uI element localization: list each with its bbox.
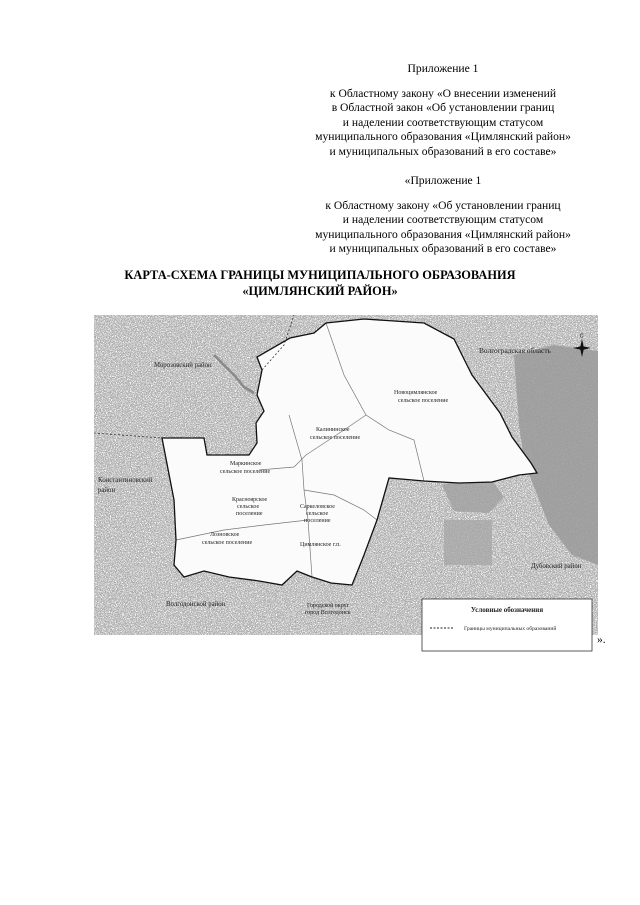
appendix-1-line: в Областной закон «Об установлении границ	[331, 101, 555, 114]
legend-title: Условные обозначения	[470, 606, 544, 614]
map-label-markinskoe: Маркинское	[230, 461, 262, 467]
appendix-1-line: и наделении соответствующим статусом	[342, 115, 544, 129]
map-label-tsimlyanskoe: Цимлянское г.п.	[300, 542, 341, 548]
map-label-loznovskoe: сельское поселение	[202, 540, 253, 546]
map-label-sarkelovskoe: сельское	[306, 511, 329, 517]
map-legend	[422, 599, 592, 651]
map-label-sarkelovskoe: поселение	[304, 518, 331, 524]
map-label-krasnoyarskoe: поселение	[236, 511, 263, 517]
document-title	[40, 268, 600, 299]
appendix-2-line: муниципального образования «Цимлянский район»	[315, 227, 571, 241]
appendix-1-heading: Приложение 1	[407, 62, 479, 75]
map-label-markinskoe: сельское поселение	[220, 469, 271, 475]
map-label-novotsimlyanskoe: сельское поселение	[398, 398, 449, 404]
map-label-novotsimlyanskoe: Новоцимлянское	[394, 390, 438, 396]
map-label-volgodonsky: Волгодонской район	[166, 601, 226, 608]
appendix-1-block	[270, 62, 616, 159]
appendix-2-block	[270, 174, 616, 257]
map-label-loznovskoe: Лозновское	[210, 532, 240, 538]
closing-quote: ».	[597, 634, 606, 646]
map-label-konstantinovsky: район	[98, 487, 116, 494]
appendix-1-line: к Областному закону «О внесении изменений	[329, 86, 557, 100]
appendix-1-line: муниципального образования «Цимлянский район»	[315, 130, 571, 143]
map-label-krasnoyarskoe: сельское	[237, 504, 260, 510]
map-label-morozovsky: Морозовский район	[154, 362, 212, 369]
map-label-kalininskoe: Калининское	[316, 427, 350, 433]
reservoir-shape	[444, 520, 492, 565]
map-label-volgograd: Волгоградская область	[479, 346, 551, 355]
map-label-kalininskoe: сельское поселение	[310, 435, 361, 441]
district-map	[94, 315, 598, 655]
map-label-konstantinovsky: Константиновский	[98, 477, 153, 484]
map-label-krasnoyarskoe: Красноярское	[232, 497, 268, 503]
map-label-sarkelovskoe: Саркеловское	[300, 504, 335, 510]
map-label-dubovsky: Дубовский район	[531, 563, 582, 570]
svg-text:С: С	[579, 333, 584, 340]
map-label-volgodonsk: Городской округ	[307, 603, 350, 609]
appendix-2-line: и муниципальных образований в его составе»	[329, 242, 557, 255]
legend-line-label: Границы муниципальных образований	[464, 626, 557, 632]
appendix-1-line: и муниципальных образований в его составе»	[329, 144, 557, 158]
appendix-2-line: к Областному закону «Об установлении границ	[325, 198, 561, 212]
appendix-2-heading: «Приложение 1	[404, 174, 482, 187]
map-label-volgodonsk: город Волгодонск	[305, 610, 351, 616]
title-line-1: КАРТА-СХЕМА ГРАНИЦЫ МУНИЦИПАЛЬНОГО ОБРАЗОВАНИЯ	[124, 268, 516, 282]
title-line-2: «ЦИМЛЯНСКИЙ РАЙОН»	[242, 283, 398, 298]
appendix-2-line: и наделении соответствующим статусом	[342, 213, 544, 226]
